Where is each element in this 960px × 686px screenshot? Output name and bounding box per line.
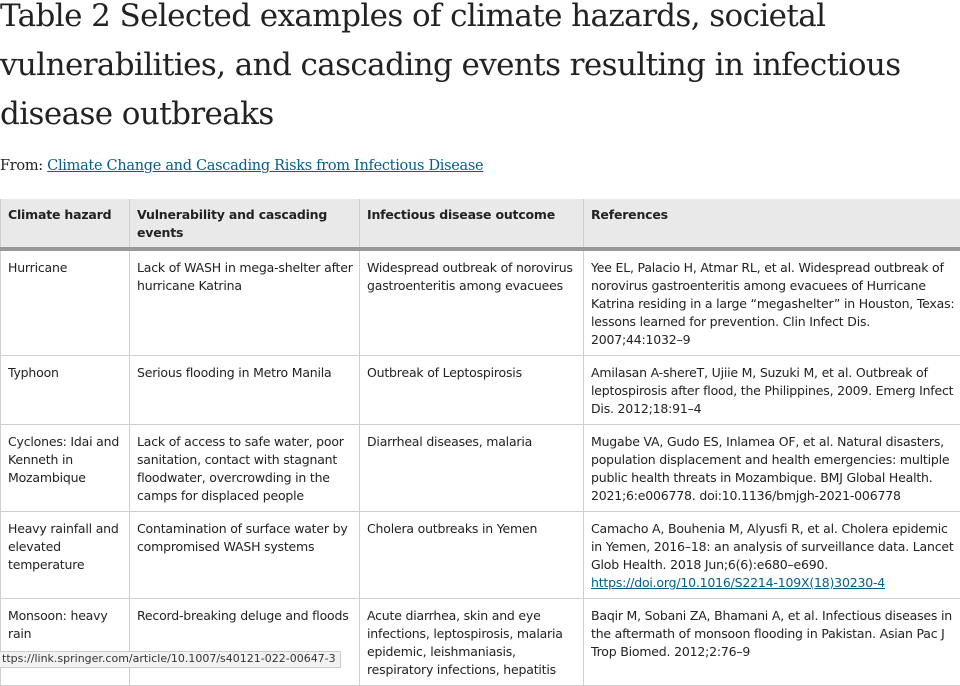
cell-vulnerability: Contamination of surface water by compromised WASH systems — [130, 512, 360, 599]
table-row — [1, 512, 960, 599]
reference-text: Yee EL, Palacio H, Atmar RL, et al. Widespread outbreak of norovirus gastroenteritis among evacuees of Hurricane Katrina residing in a large “megashelter” in Houston, Texas: lessons learned for prevention. Clin Infect Dis. 2007;44:1032–9 — [591, 260, 954, 347]
source-line — [0, 158, 483, 174]
cell-reference — [584, 512, 960, 599]
cell-outcome: Cholera outbreaks in Yemen — [360, 512, 584, 599]
cell-vulnerability: Lack of WASH in mega-shelter after hurricane Katrina — [130, 249, 360, 356]
column-header-climate-hazard: Climate hazard — [1, 199, 130, 249]
from-label: From: — [0, 158, 47, 174]
cell-climate-hazard: Typhoon — [1, 356, 130, 425]
reference-text: Mugabe VA, Gudo ES, Inlamea OF, et al. Natural disasters, population displacement and health emergencies: multiple public health threats in Mozambique. BMJ Global Health. 2021;6:e006778. doi:10.1136/bmjgh-2021-006778 — [591, 434, 949, 503]
table-header-row — [1, 199, 960, 249]
cell-vulnerability: Record-breaking deluge and floods — [130, 599, 360, 686]
page-title: Table 2 Selected examples of climate hazards, societal vulnerabilities, and cascading events resulting in infectious disease outbreaks — [0, 0, 955, 139]
column-header-vulnerability: Vulnerability and cascading events — [130, 199, 360, 249]
cell-climate-hazard: Hurricane — [1, 249, 130, 356]
cell-reference — [584, 425, 960, 512]
reference-text: Amilasan A-shereT, Ujiie M, Suzuki M, et al. Outbreak of leptospirosis after flood, the Philippines, 2009. Emerg Infect Dis. 2012;18:91–4 — [591, 365, 953, 416]
cell-vulnerability: Serious flooding in Metro Manila — [130, 356, 360, 425]
cell-outcome: Widespread outbreak of norovirus gastroenteritis among evacuees — [360, 249, 584, 356]
cell-reference — [584, 356, 960, 425]
cell-climate-hazard: Cyclones: Idai and Kenneth in Mozambique — [1, 425, 130, 512]
cell-reference — [584, 249, 960, 356]
reference-doi-link[interactable]: https://doi.org/10.1016/S2214-109X(18)30230-4 — [591, 575, 885, 590]
table-row — [1, 599, 960, 686]
status-bar-url: ttps://link.springer.com/article/10.1007/s40121-022-00647-3 — [0, 651, 341, 668]
column-header-outcome: Infectious disease outcome — [360, 199, 584, 249]
reference-text: Baqir M, Sobani ZA, Bhamani A, et al. Infectious diseases in the aftermath of monsoon flooding in Pakistan. Asian Pac J Trop Biomed. 2012;2:76–9 — [591, 608, 952, 659]
table-row — [1, 249, 960, 356]
table-row — [1, 356, 960, 425]
column-header-references: References — [584, 199, 960, 249]
reference-text: Camacho A, Bouhenia M, Alyusfi R, et al. Cholera epidemic in Yemen, 2016–18: an analysis of surveillance data. Lancet Glob Health. 2018 Jun;6(6):e680–e690. — [591, 521, 954, 572]
cell-climate-hazard: Monsoon: heavy rain — [1, 599, 130, 686]
cell-outcome: Diarrheal diseases, malaria — [360, 425, 584, 512]
climate-hazards-table — [0, 199, 960, 686]
source-article-link[interactable]: Climate Change and Cascading Risks from Infectious Disease — [47, 158, 483, 174]
cell-outcome: Outbreak of Leptospirosis — [360, 356, 584, 425]
table-row — [1, 425, 960, 512]
cell-vulnerability: Lack of access to safe water, poor sanitation, contact with stagnant floodwater, overcrowding in the camps for displaced people — [130, 425, 360, 512]
cell-reference — [584, 599, 960, 686]
cell-climate-hazard: Heavy rainfall and elevated temperature — [1, 512, 130, 599]
cell-outcome: Acute diarrhea, skin and eye infections, leptospirosis, malaria epidemic, leishmaniasis, respiratory infections, hepatitis — [360, 599, 584, 686]
